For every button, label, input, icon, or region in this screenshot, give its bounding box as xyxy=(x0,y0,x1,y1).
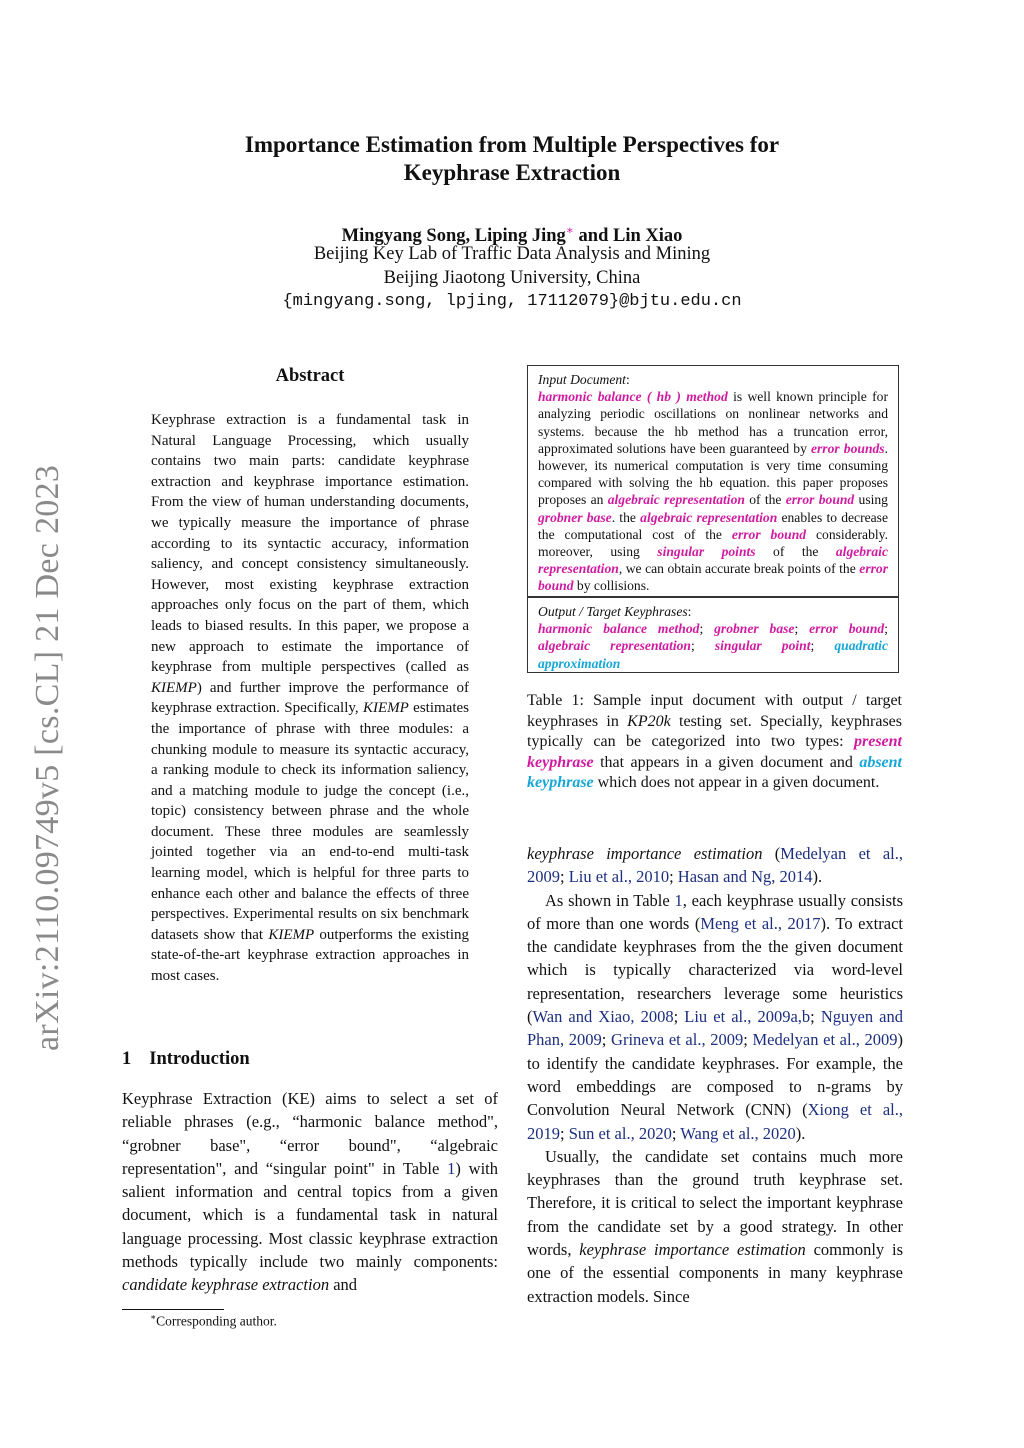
present-keyphrase: error bound xyxy=(731,526,807,542)
citation-link[interactable]: Medelyan et al., 2009 xyxy=(527,844,903,887)
abstract-body xyxy=(151,410,469,987)
citation-link[interactable]: Nguyen and Phan, 2009 xyxy=(527,1007,903,1050)
output-colon: : xyxy=(687,604,692,619)
present-keyphrase: error bounds xyxy=(810,440,885,456)
citation-link[interactable]: Sun et al., 2020 xyxy=(568,1123,672,1143)
authors-pre: Mingyang Song, Liping Jing xyxy=(341,226,566,247)
caption-text: Table 1: Sample input document with output / target keyphrases in xyxy=(527,692,902,730)
italic-term: keyphrase importance estimation xyxy=(527,844,763,863)
text: ; xyxy=(743,1030,753,1050)
target-keyphrase: algebraic representation xyxy=(538,638,691,654)
caption-text: testing set. Specially, keyphrases typically can be categorized into two types: xyxy=(527,712,903,751)
footnote-text: Corresponding author. xyxy=(156,1313,277,1329)
affiliation-university: Beijing Jiaotong University, China xyxy=(383,268,641,288)
doc-text: of the xyxy=(755,544,836,560)
paragraph xyxy=(527,842,903,889)
text: As shown in Table xyxy=(545,890,675,910)
caption-text: which does not appear in a given document. xyxy=(593,774,880,792)
text: ; xyxy=(673,1007,685,1027)
doc-text: enables to decrease the computational cost of the xyxy=(538,509,889,542)
present-keyphrase: harmonic balance ( hb ) method xyxy=(538,389,728,405)
paragraph xyxy=(527,1145,903,1308)
text: ; xyxy=(671,1123,681,1143)
abstract-text-a: Keyphrase extraction is a fundamental task in Natural Language Processing, which usually contains two main parts: candidate keyphrase extraction and keyphrase importance estimation. From the view of human understanding documents, we typically measure the importance of phrase according to its syntactic accuracy, information saliency, and concept consistency simultaneously. However, most existing keyphrase extraction approaches only focus on the part of them, which leads to biased results. In this paper, we propose a new approach to estimate the importance of keyphrase from multiple perspectives (called as xyxy=(151,412,469,676)
present-keyphrase: singular points xyxy=(657,544,756,560)
table-output-keyphrases xyxy=(527,597,899,673)
citation-link[interactable]: Wang et al., 2020 xyxy=(680,1123,796,1143)
present-label: present keyphrase xyxy=(527,733,902,771)
doc-text: considerably. moreover, using xyxy=(538,526,888,560)
intro-text-b: ) with salient information and central topics from a given document, which is a fundamental task in natural language processing. Most classic keyphrase extraction methods typically include two mainly components: xyxy=(122,1158,498,1272)
abstract-heading: Abstract xyxy=(275,366,345,386)
section-title: Introduction xyxy=(149,1049,250,1069)
separator: ; xyxy=(810,638,835,654)
dataset-name: KP20k xyxy=(627,712,671,730)
text: ; xyxy=(560,867,569,887)
target-keyphrase: grobner base xyxy=(714,621,795,637)
citation-link[interactable]: Hasan and Ng, 2014 xyxy=(677,867,813,887)
intro-text-a: Keyphrase Extraction (KE) aims to select a set of reliable phrases (e.g., “harmonic balance method", “grobner base", “error bound", “algebraic representation", and “singular point" in Table xyxy=(122,1089,498,1178)
citation-link[interactable]: Medelyan et al., 2009 xyxy=(752,1030,898,1050)
footnote-mark: ∗ xyxy=(150,1312,157,1322)
text: ; xyxy=(669,867,678,887)
kiemp-term: KIEMP xyxy=(362,700,409,717)
arxiv-stamp: arXiv:2110.09749v5 [cs.CL] 21 Dec 2023 xyxy=(29,464,66,1051)
paragraph xyxy=(527,889,903,1145)
text: ). xyxy=(795,1123,806,1143)
table-ref-link[interactable]: 1 xyxy=(674,890,683,910)
present-keyphrase: grobner base xyxy=(538,509,612,525)
absent-label: absent keyphrase xyxy=(527,753,902,792)
affiliation-lab: Beijing Key Lab of Traffic Data Analysis and Mining xyxy=(313,244,711,264)
doc-text: . however, its numerical computation is very time consuming compared with solving the hb equation. this paper proposes proposes an xyxy=(538,440,888,508)
text: commonly is one of the essential components in many keyphrase extraction models. Since xyxy=(527,1240,903,1306)
separator: ; xyxy=(691,638,715,654)
section-number: 1 xyxy=(122,1049,132,1069)
text: ) to identify the candidate keyphrases. For example, the word embeddings are composed to n-grams by Convolution Neural Network (CNN) ( xyxy=(527,1030,903,1120)
target-keyphrase: error bound xyxy=(809,621,885,637)
abstract-text-c: estimates the importance of phrase with three modules: a chunking module to measure its syntactic accuracy, a ranking module to check its information saliency, and a matching module to judge the concept (i.e., topic) consistency between phrase and the whole document. These three modules are seamlessly jointed together via an end-to-end multi-task learning model, which is helpful for three parts to enhance each other and balance the effects of three perspectives. Experimental results on six benchmark datasets show that xyxy=(151,700,469,943)
target-keyphrase: singular point xyxy=(714,638,811,654)
kiemp-term: KIEMP xyxy=(151,679,197,696)
section-heading-introduction xyxy=(122,1049,250,1070)
present-keyphrase: error bound xyxy=(785,492,855,508)
abstract-text-d: outperforms the existing state-of-the-art keyphrase extraction approaches in most cases. xyxy=(151,926,469,985)
citation-link[interactable]: Liu et al., 2009a,b xyxy=(684,1007,811,1027)
footnote xyxy=(150,1312,277,1330)
caption-text: that appears in a given document and xyxy=(593,753,860,771)
text: ( xyxy=(762,844,781,863)
input-label: Input Document xyxy=(538,372,626,387)
authors-post: and Lin Xiao xyxy=(573,226,683,247)
paper-title xyxy=(150,131,874,187)
separator: ; xyxy=(699,621,715,637)
present-keyphrase: algebraic representation xyxy=(640,509,778,525)
corresponding-author-mark[interactable]: ∗ xyxy=(565,223,574,237)
text: ; xyxy=(560,1123,569,1143)
intro-text-c: and xyxy=(329,1275,358,1295)
output-label: Output / Target Keyphrases xyxy=(538,604,688,619)
abstract-text-b: ) and further improve the performance of keyphrase extraction. Specifically, xyxy=(151,679,469,717)
present-keyphrase: algebraic representation xyxy=(538,544,888,577)
absent-keyphrase: quadratic approximation xyxy=(538,638,888,671)
text: ). xyxy=(812,867,823,887)
title-line-2: Keyphrase Extraction xyxy=(403,160,621,185)
text: , each keyphrase usually consists of more than one words ( xyxy=(527,890,903,933)
doc-text: using xyxy=(854,492,888,508)
text: ; xyxy=(601,1030,612,1050)
separator: ; xyxy=(884,621,888,637)
citation-link[interactable]: Grineva et al., 2009 xyxy=(611,1030,744,1050)
right-column-body xyxy=(527,842,903,1308)
doc-text: . the xyxy=(611,509,641,525)
author-emails: {mingyang.song, lpjing, 17112079}@bjtu.edu.cn xyxy=(282,292,742,311)
citation-link[interactable]: Wan and Xiao, 2008 xyxy=(532,1007,674,1027)
input-colon: : xyxy=(625,372,630,387)
doc-text: , we can obtain accurate break points of the xyxy=(618,561,860,577)
present-keyphrase: error bound xyxy=(538,561,888,594)
table-input-document xyxy=(527,365,899,597)
citation-link[interactable]: Meng et al., 2017 xyxy=(700,913,821,933)
doc-text: by collisions. xyxy=(573,578,650,594)
doc-text: of the xyxy=(744,492,786,508)
italic-term: keyphrase importance estimation xyxy=(579,1240,806,1260)
text: Usually, the candidate set contains much more keyphrases than the ground truth keyphrase set. Therefore, it is critical to select the important keyphrase from the candidate set by a good strategy. In other words, xyxy=(527,1146,903,1260)
intro-italic-term: candidate keyphrase extraction xyxy=(122,1275,330,1295)
table-caption xyxy=(527,691,902,794)
kiemp-term: KIEMP xyxy=(268,926,315,943)
citation-link[interactable]: Liu et al., 2010 xyxy=(568,867,670,887)
doc-text: is well known principle for analyzing periodic oscillations on nonlinear networks and systems. because the hb method has a truncation error, approximated solutions have been guaranteed by xyxy=(538,389,889,456)
separator: ; xyxy=(794,621,810,637)
table-ref-link[interactable]: 1 xyxy=(447,1158,456,1178)
present-keyphrase: algebraic representation xyxy=(607,492,745,508)
text: ). To extract the candidate keyphrases from the the given document which is typically characterized via word-level representation, researchers leverage some heuristics ( xyxy=(527,913,903,1027)
citation-link[interactable]: Xiong et al., 2019 xyxy=(527,1100,903,1143)
text: ; xyxy=(810,1007,821,1027)
footnote-rule xyxy=(122,1309,224,1310)
introduction-body xyxy=(122,1087,498,1297)
title-line-1: Importance Estimation from Multiple Perspectives for xyxy=(244,132,780,157)
target-keyphrase: harmonic balance method xyxy=(538,621,700,637)
